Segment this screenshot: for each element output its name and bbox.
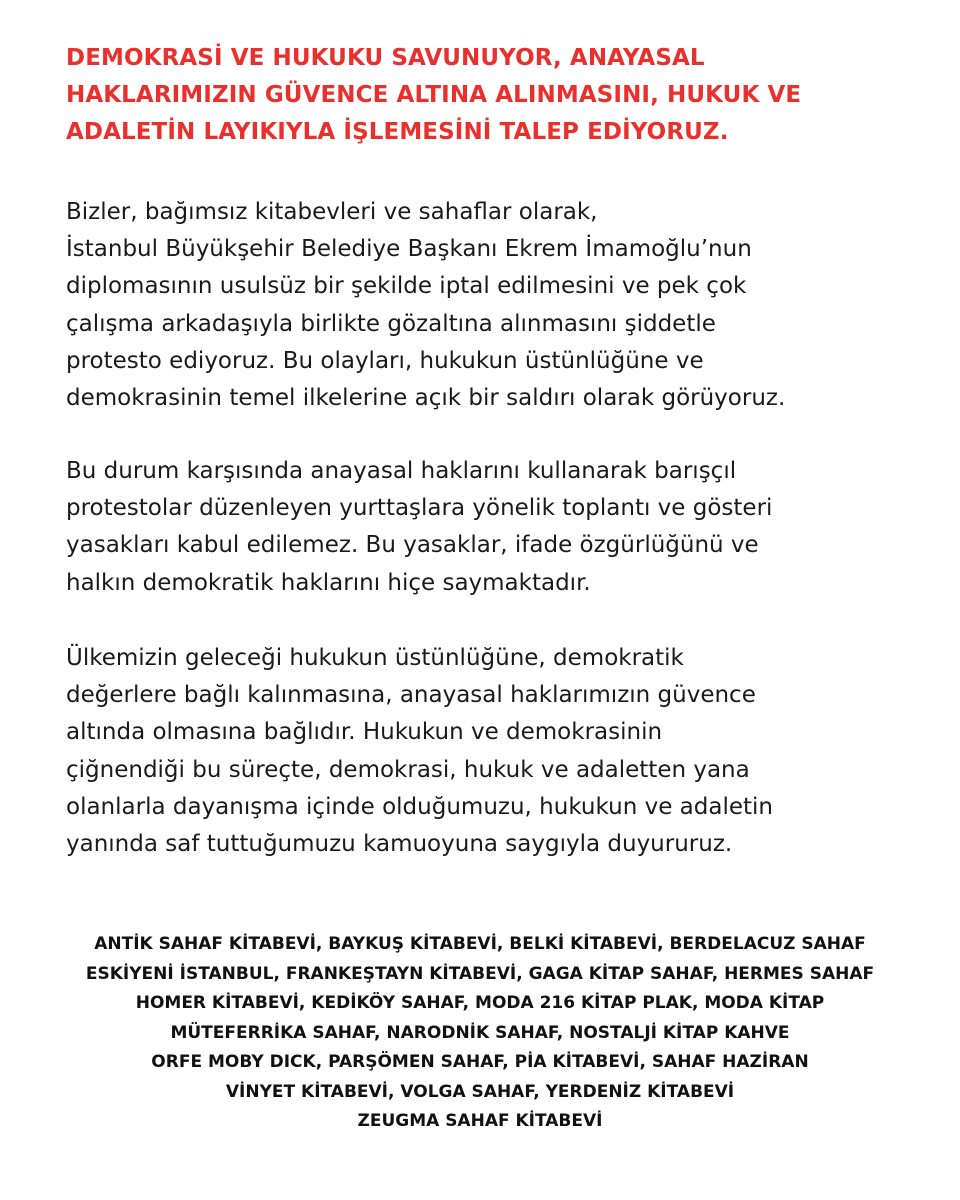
headline-line: HAKLARIMIZIN GÜVENCE ALTINA ALINMASINI, HUKUK VE — [66, 82, 802, 108]
paragraph-line: İstanbul Büyükşehir Belediye Başkanı Ekrem İmamoğlu’nun — [66, 236, 752, 263]
paragraph-line: Bizler, bağımsız kitabevleri ve sahaflar olarak, — [66, 199, 598, 225]
paragraph-bans — [66, 453, 936, 602]
paragraph-line: halkın demokratik haklarını hiçe saymaktadır. — [66, 569, 591, 596]
paragraph-line: altında olmasına bağlıdır. Hukukun ve demokrasinin — [66, 719, 663, 746]
paragraph-protest — [66, 194, 936, 417]
signatories-line: ORFE MOBY DICK, PARŞÖMEN SAHAF, PİA KİTABEVİ, SAHAF HAZİRAN — [151, 1052, 809, 1072]
paragraph-line: yasakları kabul edilemez. Bu yasaklar, ifade özgürlüğünü ve — [66, 532, 759, 559]
paragraph-line: çalışma arkadaşıyla birlikte gözaltına alınmasını şiddetle — [66, 310, 716, 337]
paragraph-line: diplomasının usulsüz bir şekilde iptal edilmesini ve pek çok — [66, 273, 747, 300]
paragraph-line: yanında saf tuttuğumuzu kamuoyuna saygıyla duyururuz. — [66, 831, 733, 858]
paragraph-line: olanlarla dayanışma içinde olduğumuzu, hukukun ve adaletin — [66, 793, 773, 820]
signatories-line: MÜTEFERRİKA SAHAF, NARODNİK SAHAF, NOSTALJİ KİTAP KAHVE — [170, 1022, 790, 1043]
headline-line: DEMOKRASİ VE HUKUKU SAVUNUYOR, ANAYASAL — [66, 45, 705, 71]
signatories-line: HOMER KİTABEVİ, KEDİKÖY SAHAF, MODA 216 KİTAP PLAK, MODA KİTAP — [135, 993, 825, 1013]
paragraph-solidarity — [66, 640, 936, 863]
paragraph-line: çiğnendiği bu süreçte, demokrasi, hukuk ve adaletten yana — [66, 756, 750, 783]
paragraph-line: Bu durum karşısında anayasal haklarını kullanarak barışçıl — [66, 458, 737, 484]
paragraph-line: protesto ediyoruz. Bu olayları, hukukun üstünlüğüne ve — [66, 347, 704, 374]
headline — [66, 40, 906, 151]
paragraph-line: değerlere bağlı kalınmasına, anayasal haklarımızın güvence — [66, 682, 756, 709]
paragraph-line: protestolar düzenleyen yurttaşlara yönelik toplantı ve gösteri — [66, 495, 773, 522]
paragraph-line: Ülkemizin geleceği hukukun üstünlüğüne, demokratik — [66, 645, 684, 671]
signatories-line: ZEUGMA SAHAF KİTABEVİ — [357, 1111, 603, 1131]
signatories-line: ANTİK SAHAF KİTABEVİ, BAYKUŞ KİTABEVİ, BELKİ KİTABEVİ, BERDELACUZ SAHAF — [94, 934, 866, 954]
paragraph-line: demokrasinin temel ilkelerine açık bir saldırı olarak görüyoruz. — [66, 385, 786, 412]
signatories-line: ESKİYENİ İSTANBUL, FRANKEŞTAYN KİTABEVİ, GAGA KİTAP SAHAF, HERMES SAHAF — [85, 963, 875, 984]
signatories-list — [0, 930, 960, 1137]
headline-line: ADALETİN LAYIKIYLA İŞLEMESİNİ TALEP EDİYORUZ. — [66, 119, 729, 145]
signatories-line: VİNYET KİTABEVİ, VOLGA SAHAF, YERDENİZ KİTABEVİ — [225, 1081, 735, 1102]
